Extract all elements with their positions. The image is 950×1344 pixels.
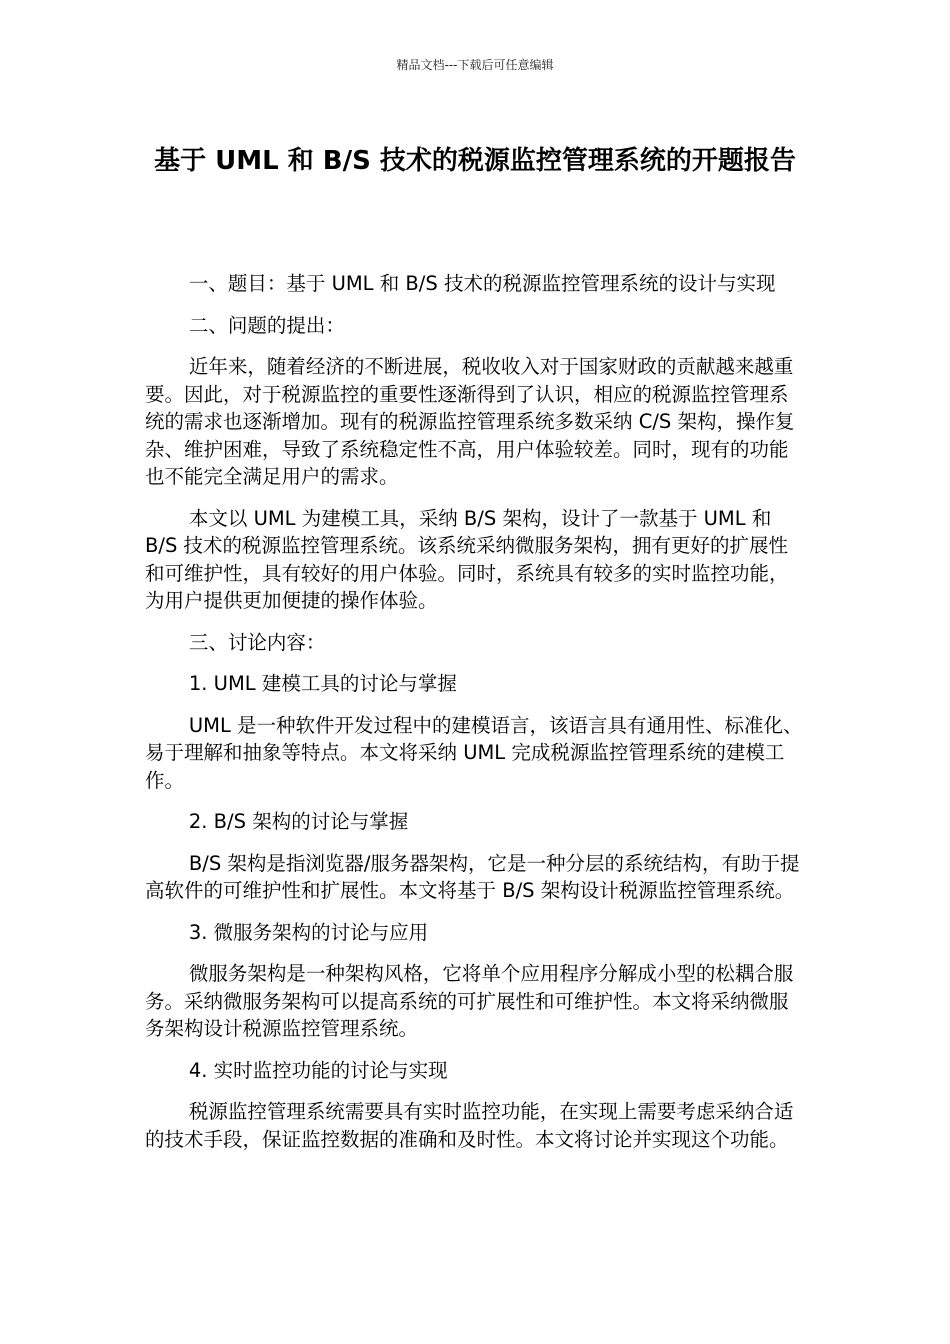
document-title: 基于 UML 和 B/S 技术的税源监控管理系统的开题报告 xyxy=(154,146,796,176)
paragraph-uml: UML 是一种软件开发过程中的建模语言，该语言具有通用性、标准化、易于理解和抽象等特点。本文将采纳 UML 完成税源监控管理系统的建模工作。 xyxy=(145,713,803,792)
paragraph-proposal: 本文以 UML 为建模工具，采纳 B/S 架构，设计了一款基于 UML 和 B/S 技术的税源监控管理系统。该系统采纳微服务架构，拥有更好的扩展性和可维护性，具有较好的用户体验。同时，系统具有较多的实时监控功能，为用户提供更加便捷的操作体验。 xyxy=(145,506,789,612)
page-header-note: 精品文档---下载后可任意编辑 xyxy=(396,58,554,72)
section-research-heading: 三、讨论内容： xyxy=(188,630,326,654)
paragraph-microservice: 微服务架构是一种架构风格，它将单个应用程序分解成小型的松耦合服务。采纳微服务架构可以提高系统的可扩展性和可维护性。本文将采纳微服务架构设计税源监控管理系统。 xyxy=(145,962,794,1040)
section-problem-heading: 二、问题的提出： xyxy=(188,313,345,337)
subheading-microservice: 3. 微服务架构的讨论与应用 xyxy=(188,920,429,944)
subheading-bs: 2. B/S 架构的讨论与掌握 xyxy=(188,810,409,833)
subheading-realtime: 4. 实时监控功能的讨论与实现 xyxy=(188,1058,448,1082)
paragraph-background: 近年来，随着经济的不断进展，税收收入对于国家财政的贡献越来越重要。因此，对于税源监控的重要性逐渐得到了认识，相应的税源监控管理系统的需求也逐渐增加。现有的税源监控管理系统多数采纳 C/S 架构，操作复杂、维护困难，导致了系统稳定性不高，用户体验较差。同时，现有的功能也不能完全满足用户的需求。 xyxy=(145,355,795,488)
subheading-uml: 1. UML 建模工具的讨论与掌握 xyxy=(188,672,457,695)
document-body xyxy=(145,270,807,1167)
paragraph-bs: B/S 架构是指浏览器/服务器架构，它是一种分层的系统结构，有助于提高软件的可维护性和扩展性。本文将基于 B/S 架构设计税源监控管理系统。 xyxy=(145,851,800,902)
section-topic: 一、题目：基于 UML 和 B/S 技术的税源监控管理系统的设计与实现 xyxy=(188,272,776,295)
paragraph-realtime: 税源监控管理系统需要具有实时监控功能，在实现上需要考虑采纳合适的技术手段，保证监控数据的准确和及时性。本文将讨论并实现这个功能。 xyxy=(145,1100,794,1151)
